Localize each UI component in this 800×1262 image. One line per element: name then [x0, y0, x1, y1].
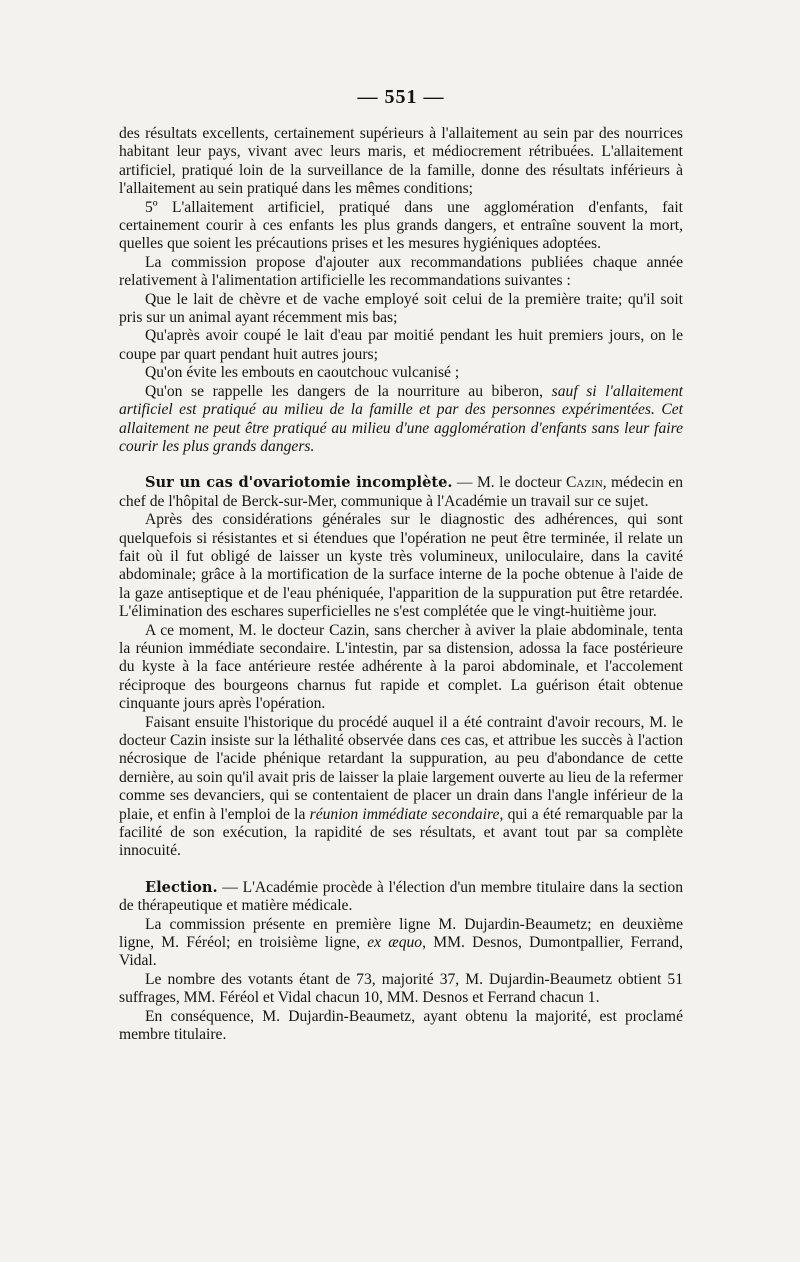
commission-intro-paragraph: La commission propose d'ajouter aux recommandations publiées chaque année relativement à l'alimentation artificielle les recommandations suivantes :	[119, 253, 683, 290]
section-election-paragraph-3: Le nombre des votants étant de 73, majorité 37, M. Dujardin-Beaumetz obtient 51 suffrages, MM. Féréol et Vidal chacun 10, MM. Desnos et Ferrand chacun 1.	[119, 970, 683, 1007]
section-ovariotomie-dash: — M. le docteur	[452, 474, 567, 492]
section-election-paragraph-2	[119, 916, 683, 971]
page-number: — 551 —	[357, 86, 445, 108]
continuation-paragraph: des résultats excellents, certainement supérieurs à l'allaitement au sein par des nourrices habitant leur pays, vivant avec leurs maris, et médiocrement rétribuées. L'allaitement artificiel, pratiqué loin de la surveillance de la famille, donne des résultats inférieurs à l'allaitement au sein pratiqué dans les mêmes conditions;	[119, 125, 683, 198]
section-ovariotomie-paragraph-3: A ce moment, M. le docteur Cazin, sans chercher à aviver la plaie abdominale, tenta la réunion immédiate secondaire. L'intestin, par sa distension, adossa la face postérieure du kyste à la face antérieure restée adhérente à la paroi abdominale, et l'accolement réciproque des bourgeons charnus fut rapide et complet. La guérison était obtenue cinquante jours après l'opération.	[119, 621, 683, 713]
section-ovariotomie-title: Sur un cas d'ovariotomie incomplète.	[145, 474, 453, 492]
section-ovariotomie-paragraph-2: Après des considérations générales sur le diagnostic des adhérences, qui sont quelquefois si résistantes et si étendues que l'opération ne peut être terminée, il relate un fait où il fut obligé de laisser un kyste très volumineux, uniloculaire, dans la cavité abdominale; grâce à la mortification de la surface interne de la poche obtenue à l'aide de la gaze antiseptique et de l'eau phéniquée, l'apparition de la suppuration put être retardée. L'élimination des eschares superficielles ne s'est complétée que le vingt-huitième jour.	[119, 511, 683, 621]
recommendation-4-italic: sauf si l'allaitement artificiel est pratiqué au milieu de la famille et par des personnes expérimentées. Cet allaitement ne peut être pratiqué au milieu d'une agglomération d'enfants sans leur faire courir les plus grands dangers.	[119, 382, 683, 455]
section-ovariotomie-p4-italic: réunion immédiate secondaire	[309, 805, 500, 823]
section-election-paragraph-4: En conséquence, M. Dujardin-Beaumetz, ayant obtenu la majorité, est proclamé membre titulaire.	[119, 1007, 683, 1044]
recommendation-2: Qu'après avoir coupé le lait d'eau par moitié pendant les huit premiers jours, on le coupe par quart pendant huit autres jours;	[119, 327, 683, 363]
recommendation-3: Qu'on évite les embouts en caoutchouc vulcanisé ;	[145, 364, 460, 382]
section-election-p2-italic: ex æquo	[367, 934, 423, 952]
section-election-intro	[119, 879, 683, 916]
section-ovariotomie-p4-text-a: Faisant ensuite l'historique du procédé auquel il a été contraint d'avoir recours, M. le docteur Cazin insiste sur la léthalité observée dans ces cas, et attribue les succès à l'action nécrosique de l'acide phénique retardant la suppuration, au peu d'abondance de cette dernière, au soin qu'il avait pris de laisser la plaie largement ouverte au lieu de la refermer comme ses devanciers, qui se contentaient de placer un drain dans l'angle inférieur de la plaie, et enfin à l'emploi de la	[119, 713, 683, 823]
section-election-p2-text-a: La commission présente en première ligne M. Dujardin-Beaumetz; en deuxième ligne, M. Féréol; en troisième ligne,	[119, 915, 683, 952]
recommendation-4	[119, 383, 683, 457]
author-name: Cazin	[566, 474, 603, 492]
section-election-intro-text: — L'Académie procède à l'élection d'un membre titulaire dans la section de thérapeutique et matière médicale.	[119, 878, 683, 915]
section-election-title: Election.	[145, 878, 218, 896]
point-5-paragraph: 5º L'allaitement artificiel, pratiqué dans une agglomération d'enfants, fait certainement courir à ces enfants les plus grands dangers, et entraîne souvent la mort, quelles que soient les précautions prises et les mesures hygiéniques adoptées.	[119, 198, 683, 253]
section-ovariotomie-intro-text: , médecin en chef de l'hôpital de Berck-sur-Mer, communique à l'Académie un travail sur ce sujet.	[119, 474, 683, 510]
recommendation-4-text: Qu'on se rappelle les dangers de la nourriture au biberon,	[145, 382, 552, 400]
section-election-p2-text-b: , MM. Desnos, Dumontpallier, Ferrand, Vidal.	[119, 934, 683, 970]
body-text	[119, 125, 683, 1045]
section-ovariotomie-paragraph-4	[119, 714, 683, 861]
section-ovariotomie-intro	[119, 474, 683, 511]
recommendation-1: Que le lait de chèvre et de vache employé soit celui de la première traite; qu'il soit pris sur un animal ayant récemment mis bas;	[119, 290, 683, 327]
section-ovariotomie-p4-text-b: , qui a été remarquable par la facilité de son exécution, la rapidité de ses résultats, et avant tout par sa complète innocuité.	[119, 805, 683, 860]
